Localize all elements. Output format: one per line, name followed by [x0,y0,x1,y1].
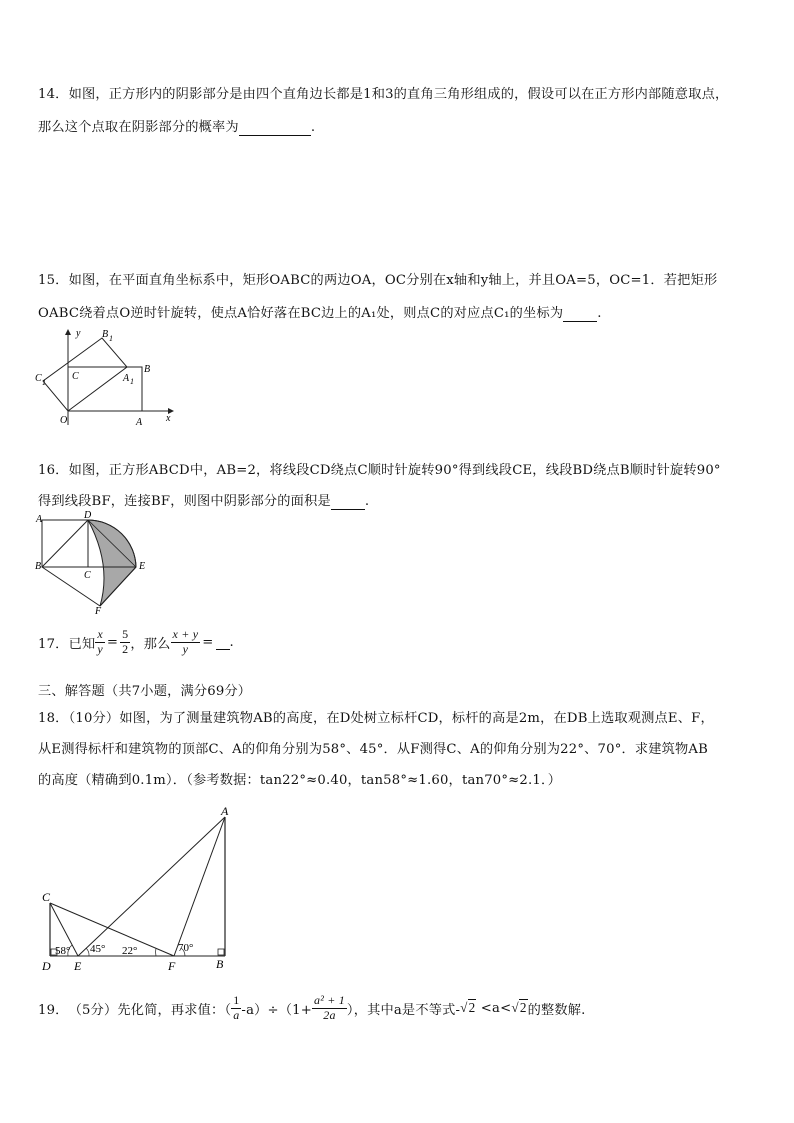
q14-text-1: 如图，正方形内的阴影部分是由四个直角边长都是1和3的直角三角形组成的，假设可以在正方形内部随意取点， [68,87,729,102]
q15-text-1: 如图，在平面直角坐标系中，矩形OABC的两边OA，OC分别在x轴和y轴上，并且OA=5，OC=1．若把矩形 [68,273,718,288]
q18-label-b: B [216,957,224,971]
q15-label-a: A [136,417,143,428]
q15-text-2: OABC绕着点O逆时针旋转，使点A恰好落在BC边上的A₁处，则点C的对应点C₁的坐标为 [38,306,564,321]
q16-label-c: C [84,570,91,581]
q15-label-x: x [166,413,171,424]
q19-number: 19． [38,1002,69,1018]
q16-label-b: B [35,561,42,572]
q16-number: 16． [38,463,69,478]
q15-label-a1-sub: 1 [130,377,134,386]
q14-end: . [310,120,316,135]
q17-number: 17． [38,636,69,652]
q18-label-a: A [221,805,229,818]
q18-number: 18． [38,711,69,726]
q16-line1 [38,459,721,478]
q15-label-a1: A [123,373,130,384]
q17-fraction-xy-over-y [171,628,201,657]
q17-frac3-num: x + y [172,627,199,641]
q18-angle-22: 22° [122,945,138,957]
q18-angle-58: 58° [55,945,71,957]
q15-answer-blank[interactable] [563,306,597,322]
q19-frac2-num: a² + 1 [314,993,345,1007]
q17-frac3-den: y [182,641,189,656]
q19-frac1-num: 1 [233,993,240,1007]
q19-end: 的整数解. [527,1002,586,1018]
q15-figure [30,325,180,430]
q19-pre: （5分）先化简，再求值：（ [68,1002,232,1018]
q14-number: 14． [38,87,69,102]
q19-mid1: -a）÷（1+ [241,1002,313,1018]
q17-mid: ，那么 [130,636,171,652]
q15-end: . [597,306,602,321]
q15-label-c: C [72,371,79,382]
q18-line3: 的高度（精确到0.1m）．（参考数据：tan22°≈0.40，tan58°≈1.60，tan70°≈2.1．） [38,773,562,788]
q19-mid3: <a< [476,1000,512,1016]
q17-frac2-den: 2 [122,641,129,656]
q18-label-d: D [42,959,51,973]
q15-line2 [38,302,602,322]
q15-number: 15． [38,273,69,288]
q16-label-a: A [36,514,43,525]
q15-label-o: O [60,415,68,426]
q19-sqrt-2-right: √2 [511,1000,527,1016]
q19-fraction-1-over-a [231,994,241,1023]
q14-line1 [38,83,728,102]
q18-line1 [38,707,714,726]
q17-equals: = [106,634,119,650]
q15-label-c1-sub: 1 [42,378,46,387]
q17-frac1-num: x [97,627,103,641]
q19-mid2: ），其中a是不等式- [346,1002,461,1018]
q16-figure [30,510,155,615]
q18-label-f: F [168,959,176,973]
q18-text-1: （10分）如图，为了测量建筑物AB的高度，在D处树立标杆CD，标杆的高是2m，在DB上选取观测点E、F， [68,711,714,726]
q18-figure [38,805,238,975]
q17-frac2-num: 5 [122,627,129,641]
q15-label-c1: C [35,373,42,384]
q17-fraction-5-over-2 [120,628,130,657]
q19-line [38,994,586,1023]
q19-sqrt-2-left: √2 [460,1000,476,1016]
q16-answer-blank[interactable] [331,494,365,510]
q19-fraction-a2plus1-over-2a [312,994,347,1023]
section-3-heading: 三、解答题（共7小题，满分69分） [38,684,252,699]
q17-answer-blank[interactable] [216,634,230,650]
q16-end: . [364,494,370,509]
q18-label-e: E [74,959,82,973]
q19-sqrt-left-radicand: 2 [468,1000,476,1016]
q15-line1 [38,269,717,288]
q15-label-y: y [76,328,81,339]
q18-angle-70: 70° [178,942,194,954]
q15-label-b1-sub: 1 [109,334,113,343]
q14-line2 [38,116,315,136]
q18-label-c: C [42,890,51,904]
q16-text-1: 如图，正方形ABCD中，AB=2，将线段CD绕点C顺时针旋转90°得到线段CE，线段BD绕点B顺时针旋转90° [68,463,721,478]
q16-label-d: D [84,510,92,521]
q17-fraction-x-over-y [95,628,105,657]
q17-pre: 已知 [68,636,96,652]
q16-text-2: 得到线段BF，连接BF，则图中阴影部分的面积是 [38,494,331,509]
q18-line2: 从E测得标杆和建筑物的顶部C、A的仰角分别为58°、45°．从F测得C、A的仰角分别为22°、70°．求建筑物AB [38,742,709,757]
q16-line2 [38,490,369,510]
q14-answer-blank[interactable] [239,120,311,136]
q16-label-f: F [95,606,102,615]
q17-end: . [229,634,234,650]
q15-label-b: B [144,364,151,375]
q18-angle-45: 45° [90,943,106,955]
q17-equals-2: = [202,634,214,650]
q19-frac1-den: a [233,1007,240,1022]
q19-sqrt-right-radicand: 2 [519,1000,527,1016]
q17-line [38,628,234,657]
q14-text-2: 那么这个点取在阴影部分的概率为 [38,120,239,135]
q16-label-e: E [139,561,146,572]
q15-label-b1: B [102,329,109,340]
q19-frac2-den: 2a [323,1007,336,1022]
q17-frac1-den: y [97,641,103,656]
